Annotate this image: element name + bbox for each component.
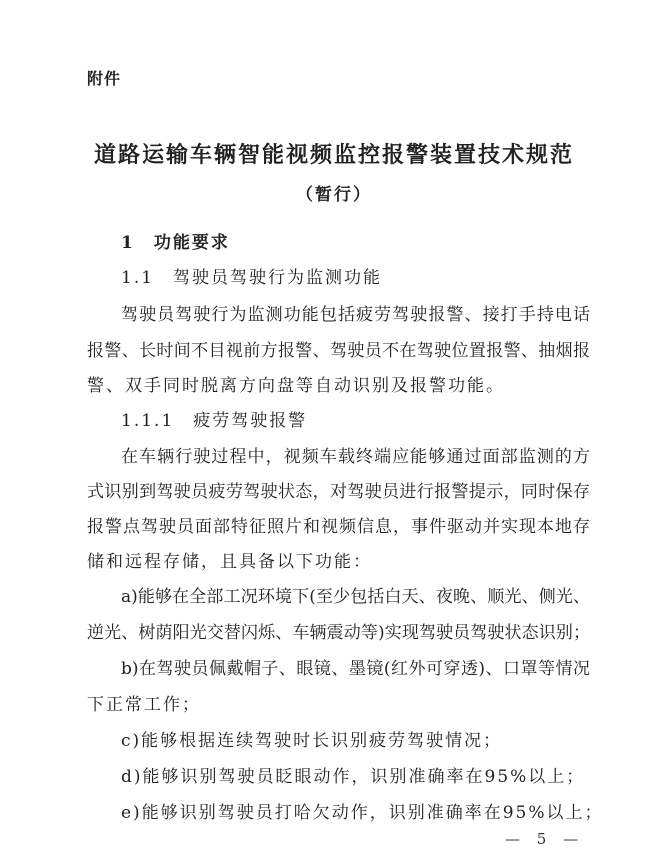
document-subtitle: （暂行） <box>296 185 372 205</box>
section-heading-1: 1 功能要求 <box>121 233 230 253</box>
paragraph-line: 报警、长时间不目视前方报警、驾驶员不在驾驶位置报警、抽烟报 <box>87 341 590 361</box>
page-number: — 5 — <box>505 830 585 848</box>
list-item-e: e)能够识别驾驶员打哈欠动作，识别准确率在95%以上； <box>121 803 604 823</box>
paragraph-line: 驾驶员驾驶行为监测功能包括疲劳驾驶报警、接打手持电话 <box>121 305 590 325</box>
list-item-a: a)能够在全部工况环境下(至少包括白天、夜晚、顺光、侧光、 <box>121 587 590 607</box>
paragraph-line: 警、双手同时脱离方向盘等自动识别及报警功能。 <box>87 376 505 396</box>
list-item-b: b)在驾驶员佩戴帽子、眼镜、墨镜(红外可穿透)、口罩等情况 <box>121 659 590 679</box>
list-item-b-cont: 下正常工作； <box>87 695 201 715</box>
paragraph-line: 在车辆行驶过程中，视频车载终端应能够通过面部监测的方 <box>121 447 590 467</box>
paragraph-line: 式识别到驾驶员疲劳驾驶状态，对驾驶员进行报警提示，同时保存 <box>87 482 590 502</box>
document-title: 道路运输车辆智能视频监控报警装置技术规范 <box>93 142 574 168</box>
paragraph-line: 储和远程存储，且具备以下功能： <box>87 552 372 572</box>
list-item-c: c)能够根据连续驾驶时长识别疲劳驾驶情况； <box>121 731 503 751</box>
paragraph-line: 报警点驾驶员面部特征照片和视频信息，事件驱动并实现本地存 <box>87 517 590 537</box>
section-heading-1-1-1: 1.1.1 疲劳驾驶报警 <box>121 411 308 431</box>
list-item-d: d)能够识别驾驶员眨眼动作，识别准确率在95%以上； <box>121 767 586 787</box>
list-item-a-cont: 逆光、树荫阳光交替闪烁、车辆震动等)实现驾驶员驾驶状态识别； <box>87 623 590 643</box>
section-heading-1-1: 1.1 驾驶员驾驶行为监测功能 <box>121 268 383 288</box>
attachment-label: 附件 <box>87 69 122 88</box>
